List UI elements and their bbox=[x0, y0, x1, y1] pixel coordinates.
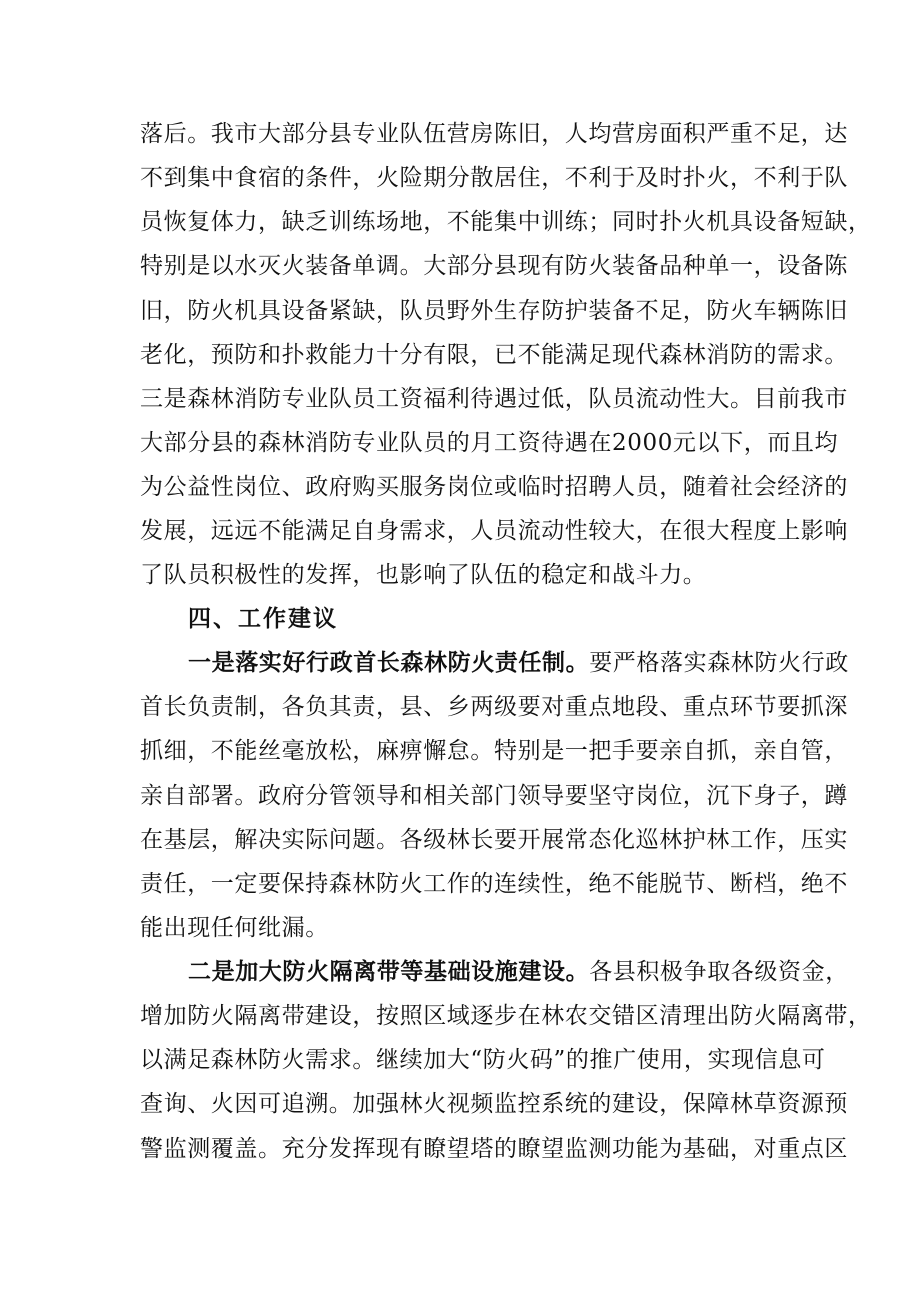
paragraph-line: 为公益性岗位、政府购买服务岗位或临时招聘人员，随着社会经济的 bbox=[140, 474, 848, 500]
paragraph-line: 不到集中食宿的条件，火险期分散居住，不利于及时扑火，不利于队 bbox=[140, 165, 848, 191]
rec2-first-line-rest: 各县积极争取各级资金， bbox=[589, 959, 849, 985]
paragraph-line: 了队员积极性的发挥，也影响了队伍的稳定和战斗力。 bbox=[140, 562, 707, 588]
rec2-bold-title: 二是加大防火隔离带等基础设施建设。 bbox=[188, 959, 590, 985]
rec1-first-line bbox=[188, 648, 849, 678]
paragraph-line: 在基层，解决实际问题。各级林长要开展常态化巡林护林工作，压实 bbox=[140, 827, 848, 853]
paragraph-line: 旧，防火机具设备紧缺，队员野外生存防护装备不足，防火车辆陈旧 bbox=[140, 298, 848, 324]
paragraph-line: 落后。我市大部分县专业队伍营房陈旧，人均营房面积严重不足，达 bbox=[140, 121, 848, 147]
paragraph-line: 亲自部署。政府分管领导和相关部门领导要坚守岗位，沉下身子，蹲 bbox=[140, 783, 848, 809]
paragraph-line: 员恢复体力，缺乏训练场地，不能集中训练；同时扑火机具设备短缺， bbox=[140, 209, 872, 235]
paragraph-line: 警监测覆盖。充分发挥现有瞭望塔的瞭望监测功能为基础，对重点区 bbox=[140, 1136, 848, 1162]
rec1-bold-title: 一是落实好行政首长森林防火责任制。 bbox=[188, 650, 590, 676]
paragraph-line: 大部分县的森林消防专业队员的月工资待遇在2000元以下，而且均 bbox=[140, 430, 839, 456]
paragraph-line: 能出现任何纰漏。 bbox=[140, 915, 329, 941]
rec2-first-line bbox=[188, 957, 849, 987]
paragraph-line: 增加防火隔离带建设，按照区域逐步在林农交错区清理出防火隔离带， bbox=[140, 1003, 872, 1029]
paragraph-line: 查询、火因可追溯。加强林火视频监控系统的建设，保障林草资源预 bbox=[140, 1091, 848, 1117]
paragraph-line: 特别是以水灭火装备单调。大部分县现有防火装备品种单一，设备陈 bbox=[140, 253, 848, 279]
paragraph-line: 责任，一定要保持森林防火工作的连续性，绝不能脱节、断档，绝不 bbox=[140, 871, 848, 897]
paragraph-line: 发展，远远不能满足自身需求，人员流动性较大，在很大程度上影响 bbox=[140, 518, 848, 544]
paragraph-line: 首长负责制，各负其责，县、乡两级要对重点地段、重点环节要抓深 bbox=[140, 694, 848, 720]
section-heading: 四、工作建议 bbox=[188, 606, 338, 632]
paragraph-line: 以满足森林防火需求。继续加大“防火码”的推广使用，实现信息可 bbox=[140, 1047, 826, 1073]
paragraph-line: 三是森林消防专业队员工资福利待遇过低，队员流动性大。目前我市 bbox=[140, 386, 848, 412]
paragraph-line: 老化，预防和扑救能力十分有限，已不能满足现代森林消防的需求。 bbox=[140, 342, 848, 368]
paragraph-line: 抓细，不能丝毫放松，麻痹懈怠。特别是一把手要亲自抓，亲自管， bbox=[140, 738, 848, 764]
rec1-first-line-rest: 要严格落实森林防火行政 bbox=[589, 650, 849, 676]
